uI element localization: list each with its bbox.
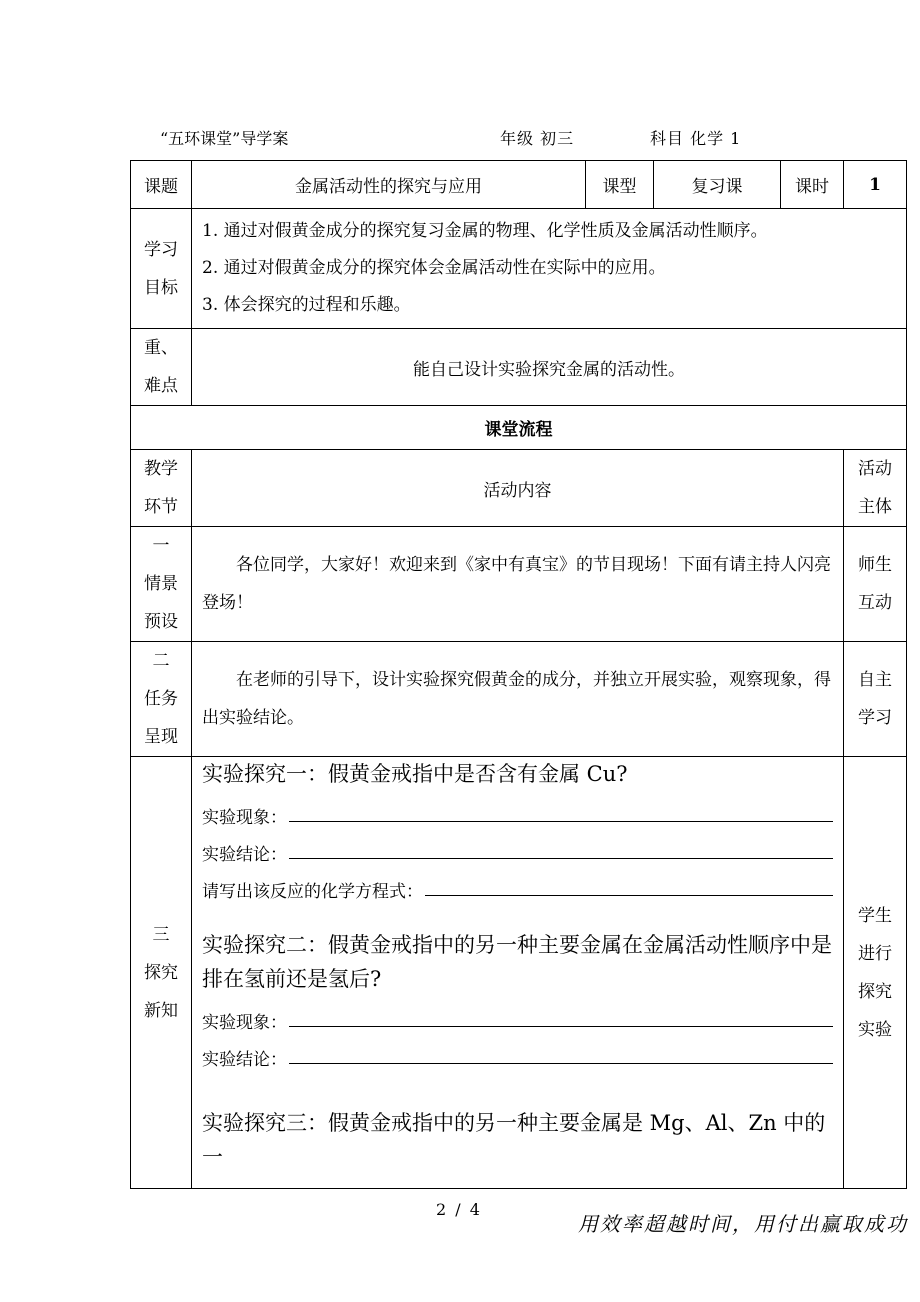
stage3-subject-line1: 学生: [858, 905, 892, 926]
exp1-equation-blank[interactable]: [425, 895, 833, 896]
exp2-phenomenon-blank[interactable]: [289, 1026, 833, 1027]
exp1-title: 实验探究一：假黄金戒指中是否含有金属 Cu?: [202, 762, 628, 786]
key-points-label-line2: 难点: [144, 376, 178, 396]
goals-label-line2: 目标: [144, 277, 178, 298]
footer-motto: 用效率超越时间，用付出赢取成功: [578, 1212, 908, 1236]
flow-header-row: [131, 450, 907, 527]
stage1-subject-line2: 互动: [858, 593, 892, 613]
stage2-label-line3: 呈现: [144, 727, 178, 747]
spacer: [202, 902, 833, 928]
stage3-subject: [844, 757, 907, 1189]
exp1-conclusion-label: 实验结论：: [202, 845, 287, 865]
exp2-conclusion-label: 实验结论：: [202, 1050, 287, 1070]
stage2-content: 在老师的引导下，设计实验探究假黄金的成分，并独立开展实验，观察现象，得出实验结论。: [192, 642, 844, 757]
grade-label: 年级 初三: [500, 129, 575, 148]
key-points-row: [131, 329, 907, 406]
stage-header-line2: 环节: [144, 497, 178, 517]
stage3-subject-line3: 探究: [858, 981, 892, 1002]
exp1-phenomenon-label: 实验现象：: [202, 808, 287, 828]
exp2-phenomenon-label: 实验现象：: [202, 1013, 287, 1033]
stage1-content: 各位同学，大家好！欢迎来到《家中有真宝》的节目现场！下面有请主持人闪亮登场！: [192, 527, 844, 642]
flow-title-row: [131, 406, 907, 450]
exp1-conclusion-field[interactable]: [202, 828, 833, 865]
page-number: 2 / 4: [436, 1200, 482, 1219]
key-points-label-line1: 重、: [144, 338, 178, 358]
stage1-row: [131, 527, 907, 642]
exp1-phenomenon-field[interactable]: [202, 791, 833, 828]
stage2-label-line1: 二: [152, 651, 170, 671]
stage2-subject-line1: 自主: [858, 670, 892, 690]
stage1-label: [131, 527, 192, 642]
flow-title: 课堂流程: [131, 406, 907, 450]
doc-title: “五环课堂”导学案: [160, 129, 289, 148]
subject-header-line2: 主体: [858, 497, 892, 517]
stage3-row: [131, 757, 907, 1189]
exp1-equation-label: 请写出该反应的化学方程式：: [202, 882, 423, 902]
subject-header-line1: 活动: [858, 459, 892, 479]
subject-label: 科目 化学 1: [650, 129, 742, 148]
exp2-conclusion-field[interactable]: [202, 1033, 833, 1070]
stage2-row: [131, 642, 907, 757]
hours-value: 1: [844, 161, 907, 209]
key-points-value: 能自己设计实验探究金属的活动性。: [192, 329, 907, 406]
goal-item: 2. 通过对假黄金成分的探究体会金属活动性在实际中的应用。: [202, 258, 666, 278]
stage2-subject-line2: 学习: [858, 708, 892, 728]
stage3-subject-line4: 实验: [858, 1019, 892, 1040]
key-points-label: [131, 329, 192, 406]
stage-header: [131, 450, 192, 527]
exp1-equation-field[interactable]: [202, 865, 833, 902]
spacer: [202, 1070, 833, 1106]
subject-header: [844, 450, 907, 527]
stage2-subject: [844, 642, 907, 757]
stage3-label: [131, 757, 192, 1189]
goals-label: [131, 209, 192, 329]
goal-item: 1. 通过对假黄金成分的探究复习金属的物理、化学性质及金属活动性顺序。: [202, 221, 768, 241]
stage3-content: [192, 757, 844, 1189]
exp2-title: 实验探究二：假黄金戒指中的另一种主要金属在金属活动性顺序中是排在氢前还是氢后?: [202, 933, 832, 991]
lesson-table: [130, 160, 907, 1189]
exp1-phenomenon-blank[interactable]: [289, 821, 833, 822]
stage2-label: [131, 642, 192, 757]
goals-list: [192, 209, 907, 329]
exp2-phenomenon-field[interactable]: [202, 996, 833, 1033]
goals-row: [131, 209, 907, 329]
stage3-label-line1: 三: [152, 924, 170, 945]
topic-row: [131, 161, 907, 209]
hours-label: 课时: [781, 161, 844, 209]
exp2-conclusion-blank[interactable]: [289, 1063, 833, 1064]
exp3-title: 实验探究三：假黄金戒指中的另一种主要金属是 Mg、Al、Zn 中的一: [202, 1111, 826, 1169]
exp1-conclusion-blank[interactable]: [289, 858, 833, 859]
stage-header-line1: 教学: [144, 459, 178, 479]
stage3-label-line3: 新知: [144, 1000, 178, 1021]
activity-header: 活动内容: [192, 450, 844, 527]
stage2-label-line2: 任务: [144, 689, 178, 709]
stage1-label-line1: 一: [152, 536, 170, 556]
topic-label: 课题: [131, 161, 192, 209]
lesson-type-label: 课型: [586, 161, 654, 209]
stage3-subject-line2: 进行: [858, 943, 892, 964]
stage1-label-line2: 情景: [144, 574, 178, 594]
goal-item: 3. 体会探究的过程和乐趣。: [202, 295, 411, 315]
stage3-label-line2: 探究: [144, 962, 178, 983]
lesson-type-value: 复习课: [654, 161, 781, 209]
stage1-subject-line1: 师生: [858, 555, 892, 575]
goals-label-line1: 学习: [144, 239, 178, 260]
stage1-label-line3: 预设: [144, 612, 178, 632]
topic-value: 金属活动性的探究与应用: [192, 161, 586, 209]
stage1-subject: [844, 527, 907, 642]
